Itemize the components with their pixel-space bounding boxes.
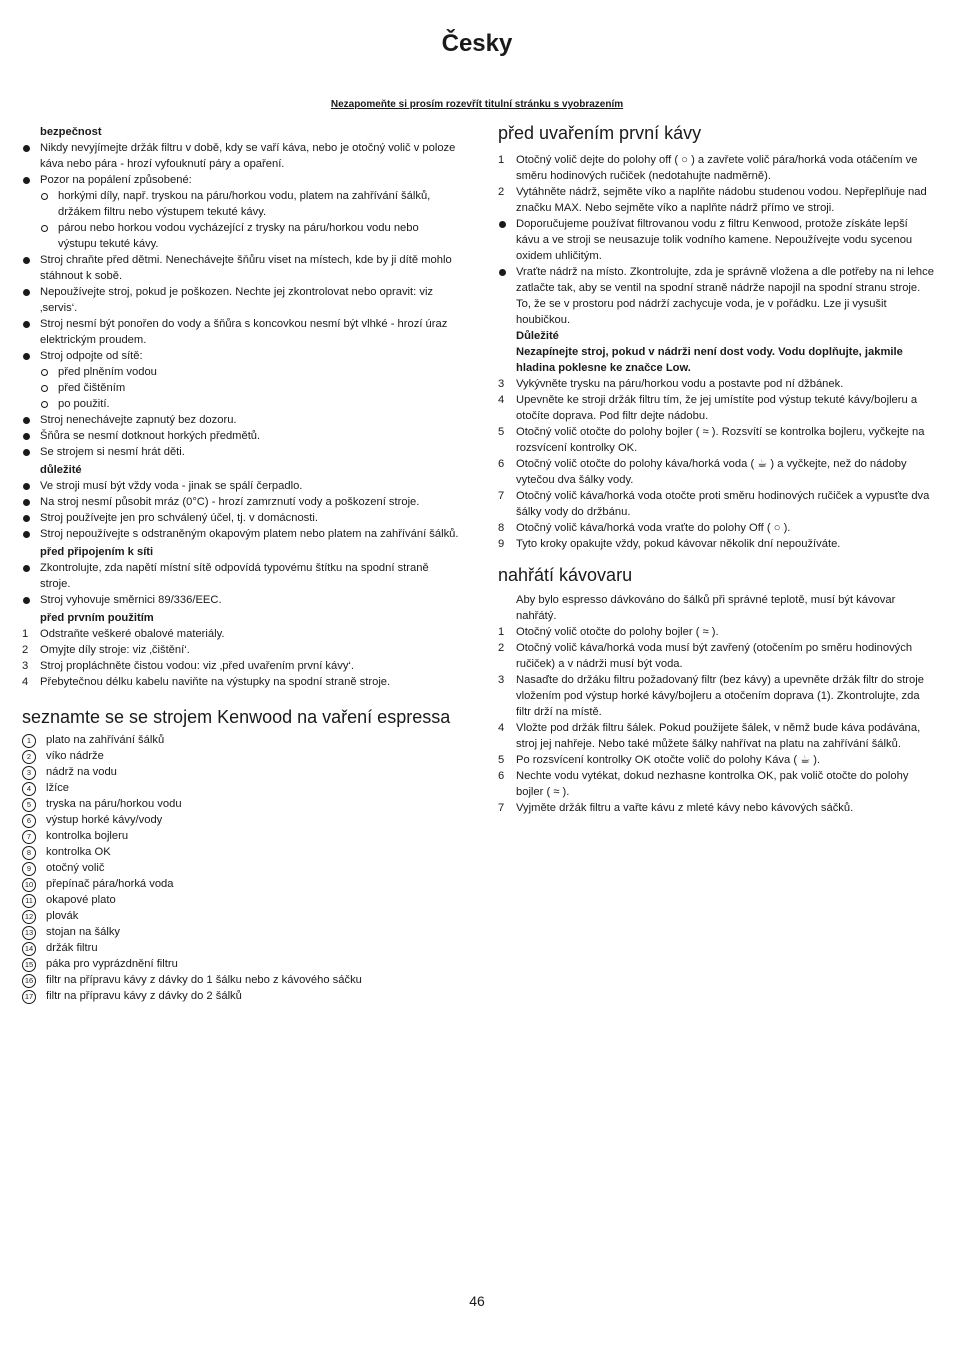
part-number-circle: 10 <box>22 878 36 892</box>
part-number <box>22 924 38 940</box>
list-item <box>22 188 460 220</box>
heating-heading: nahřátí kávovaru <box>498 565 633 585</box>
list-item <box>498 184 934 216</box>
first-coffee-heading: před uvařením první kávy <box>498 123 702 143</box>
list-item <box>498 536 934 552</box>
list-item <box>22 252 460 284</box>
list-item <box>22 380 460 396</box>
safety-heading: bezpečnost <box>40 126 102 138</box>
part-number <box>22 940 38 956</box>
step-number: 1 <box>498 626 505 638</box>
list-item <box>22 220 460 252</box>
step-number: 4 <box>22 676 29 688</box>
list-item-text: Otočný volič káva/horká voda otočte proti směru hodinových ručiček a vypusťte dva šálky vody do držbánu. <box>516 490 930 518</box>
list-item-text: Otočný volič otočte do polohy bojler ( ≈ ). <box>516 626 719 638</box>
part-item <box>22 844 460 860</box>
list-item <box>22 172 460 188</box>
important-label: Důležité <box>516 330 559 342</box>
part-number-circle: 14 <box>22 942 36 956</box>
part-number-circle: 4 <box>22 782 36 796</box>
list-item <box>498 424 934 456</box>
circle-bullet-icon <box>40 364 56 376</box>
right-column <box>498 124 934 816</box>
parts-heading: seznamte se se strojem Kenwood na vaření espressa <box>22 707 451 727</box>
list-item-text: Nasaďte do držáku filtru požadovaný filtr (bez kávy) a upevněte držák filtr do stroje vložením pod výstup horké kávy/bojleru a otočením doprava (1). Zkontrolujte, zda filtr drží na místě. <box>516 674 924 718</box>
list-item <box>22 626 460 642</box>
list-item <box>498 376 934 392</box>
step-number: 5 <box>498 426 505 438</box>
circle-bullet-icon <box>40 380 56 392</box>
important-heading: důležité <box>40 464 82 476</box>
part-item <box>22 956 460 972</box>
list-item-text: Otočný volič otočte do polohy bojler ( ≈ ). Rozsvítí se kontrolka bojleru, vyčkejte na rozsvícení kontrolky OK. <box>516 426 925 454</box>
list-item <box>22 140 460 172</box>
list-item-text: Nikdy nevyjímejte držák filtru v době, kdy se vaří káva, nebo je otočný volič v poloze káva nebo pára - hrozí vyfouknutí páry a opaření. <box>40 142 456 170</box>
step-number: 1 <box>22 628 29 640</box>
list-item-text: Ve stroji musí být vždy voda - jinak se spálí čerpadlo. <box>40 480 303 492</box>
part-label: kontrolka OK <box>46 846 111 858</box>
list-item <box>22 444 460 460</box>
part-label: kontrolka bojleru <box>46 830 129 842</box>
step-number: 7 <box>498 490 505 502</box>
part-number <box>22 796 38 812</box>
bullet-icon <box>22 316 38 328</box>
part-number-circle: 1 <box>22 734 36 748</box>
list-item <box>22 316 460 348</box>
first-use-list <box>22 626 460 690</box>
list-item-text: Vytáhněte nádrž, sejměte víko a naplňte nádobu studenou vodou. Nepřeplňuje nad značku MAX. Nebo sejměte víko a naplňte nádrž přímo ve stroji. <box>516 186 927 214</box>
list-item <box>22 364 460 380</box>
list-item <box>498 264 934 296</box>
important-warning: Nezapínejte stroj, pokud v nádrži není dost vody. Vodu doplňujte, jakmile hladina poklesne ke značce Low. <box>516 346 903 374</box>
list-item <box>22 642 460 658</box>
part-label: víko nádrže <box>46 750 104 762</box>
first-coffee-list-2 <box>498 376 934 552</box>
list-item <box>22 560 460 592</box>
list-item <box>22 674 460 690</box>
list-item-text: Nepoužívejte stroj, pokud je poškozen. Nechte jej zkontrolovat nebo opravit: viz ‚servis‘. <box>40 286 434 314</box>
list-item-text: Stroj odpojte od sítě: <box>40 350 143 362</box>
list-item-text: Na stroj nesmí působit mráz (0°C) - hrozí zamrznutí vody a poškození stroje. <box>40 496 420 508</box>
part-label: otočný volič <box>46 862 105 874</box>
part-item <box>22 764 460 780</box>
part-number-circle: 9 <box>22 862 36 876</box>
list-item-text: Odstraňte veškeré obalové materiály. <box>40 628 225 640</box>
list-item-text: Vraťte nádrž na místo. Zkontrolujte, zda je správně vložena a dle potřeby na ni lehce zatlačte tak, aby se ventil na spodní straně nádrže napojil na spodní stranu stroje. <box>516 266 934 294</box>
part-number-circle: 3 <box>22 766 36 780</box>
before-connect-heading: před připojením k síti <box>40 546 154 558</box>
list-item-text: Tyto kroky opakujte vždy, pokud kávovar několik dní nepoužíváte. <box>516 538 841 550</box>
list-item <box>22 478 460 494</box>
bullet-icon <box>22 252 38 264</box>
list-item-text: horkými díly, např. tryskou na páru/horkou vodu, platem na zahřívání šálků, držákem filtru nebo výstupem tekuté kávy. <box>58 190 431 218</box>
list-item-text: Pozor na popálení způsobené: <box>40 174 192 186</box>
part-number-circle: 2 <box>22 750 36 764</box>
list-item-text: Stroj nenechávejte zapnutý bez dozoru. <box>40 414 237 426</box>
bullet-icon <box>22 348 38 360</box>
part-number <box>22 956 38 972</box>
list-item-text: Omyjte díly stroje: viz ‚čištění‘. <box>40 644 190 656</box>
part-item <box>22 780 460 796</box>
part-item <box>22 796 460 812</box>
part-item <box>22 892 460 908</box>
step-number: 2 <box>498 186 505 198</box>
list-item-text: Vykývněte trysku na páru/horkou vodu a postavte pod ní džbánek. <box>516 378 844 390</box>
bullet-icon <box>22 560 38 572</box>
list-item <box>498 488 934 520</box>
part-number <box>22 988 38 1004</box>
step-number: 6 <box>498 770 505 782</box>
circle-bullet-icon <box>40 188 56 200</box>
list-item <box>22 396 460 412</box>
part-item <box>22 972 460 988</box>
list-item-text: Stroj nepoužívejte s odstraněným okapovým platem nebo platem na zahřívání šálků. <box>40 528 459 540</box>
part-number-circle: 16 <box>22 974 36 988</box>
bullet-icon <box>498 264 514 276</box>
part-number <box>22 764 38 780</box>
list-item <box>498 800 934 816</box>
circle-bullet-icon <box>40 396 56 408</box>
list-item <box>498 152 934 184</box>
list-item-text: po použití. <box>58 398 110 410</box>
list-item <box>498 672 934 720</box>
page-title: Česky <box>441 30 513 57</box>
list-item-text: Stroj vyhovuje směrnici 89/336/EEC. <box>40 594 222 606</box>
bullet-icon <box>22 592 38 604</box>
list-item <box>498 624 934 640</box>
part-number <box>22 732 38 748</box>
part-item <box>22 876 460 892</box>
part-label: okapové plato <box>46 894 116 906</box>
part-item <box>22 940 460 956</box>
part-number <box>22 972 38 988</box>
step-number: 4 <box>498 394 505 406</box>
bullet-icon <box>498 216 514 228</box>
heating-intro: Aby bylo espresso dávkováno do šálků při správné teplotě, musí být kávovar nahřátý. <box>516 594 896 622</box>
part-item <box>22 828 460 844</box>
list-item-text: Vložte pod držák filtru šálek. Pokud použijete šálek, v němž bude káva podávána, stroj jej nahřeje. Nebo také můžete šálky nahřívat na platu na zahřívání šálků. <box>516 722 921 750</box>
part-label: tryska na páru/horkou vodu <box>46 798 182 810</box>
part-item <box>22 812 460 828</box>
tank-note: To, že se v prostoru pod nádrží zachycuje voda, je v pořádku. Lze ji vysušit houbičkou. <box>516 298 887 326</box>
part-number-circle: 13 <box>22 926 36 940</box>
step-number: 9 <box>498 538 505 550</box>
list-item-text: Upevněte ke stroji držák filtru tím, že jej umístíte pod výstup tekuté kávy/bojleru a otočíte doprava. Pod filtr dejte nádobu. <box>516 394 918 422</box>
list-item-text: před čištěním <box>58 382 126 394</box>
list-item-text: Zkontrolujte, zda napětí místní sítě odpovídá typovému štítku na spodní straně stroje. <box>40 562 429 590</box>
part-label: plato na zahřívání šálků <box>46 734 165 746</box>
list-item <box>498 216 934 264</box>
step-number: 5 <box>498 754 505 766</box>
list-item-text: Stroj nesmí být ponořen do vody a šňůra s koncovkou nesmí být vlhké - hrozí úraz elektrickým proudem. <box>40 318 448 346</box>
part-label: filtr na přípravu kávy z dávky do 1 šálku nebo z kávového sáčku <box>46 974 362 986</box>
before-connect-list <box>22 560 460 608</box>
circle-bullet-icon <box>40 220 56 232</box>
bullet-icon <box>22 172 38 184</box>
part-number <box>22 828 38 844</box>
list-item <box>498 456 934 488</box>
part-number <box>22 748 38 764</box>
part-item <box>22 732 460 748</box>
part-label: přepínač pára/horká voda <box>46 878 174 890</box>
part-number <box>22 812 38 828</box>
part-number <box>22 908 38 924</box>
part-number-circle: 6 <box>22 814 36 828</box>
step-number: 4 <box>498 722 505 734</box>
first-use-heading: před prvním použitím <box>40 612 154 624</box>
part-number <box>22 892 38 908</box>
bullet-icon <box>22 412 38 424</box>
list-item <box>498 768 934 800</box>
bullet-icon <box>22 428 38 440</box>
step-number: 7 <box>498 802 505 814</box>
list-item-text: Stroj používejte jen pro schválený účel, tj. v domácnosti. <box>40 512 318 524</box>
list-item <box>22 510 460 526</box>
heating-list <box>498 624 934 816</box>
part-number <box>22 860 38 876</box>
part-item <box>22 988 460 1004</box>
part-label: lžíce <box>46 782 70 794</box>
step-number: 3 <box>498 378 505 390</box>
part-item <box>22 908 460 924</box>
part-number <box>22 780 38 796</box>
list-item-text: Se strojem si nesmí hrát děti. <box>40 446 185 458</box>
page-number: 46 <box>469 1293 485 1309</box>
part-number-circle: 15 <box>22 958 36 972</box>
important-list <box>22 478 460 542</box>
part-label: držák filtru <box>46 942 98 954</box>
list-item-text: Stroj propláchněte čistou vodou: viz ‚před uvařením první kávy‘. <box>40 660 355 672</box>
safety-list <box>22 140 460 460</box>
bullet-icon <box>22 444 38 456</box>
parts-list <box>22 732 460 1004</box>
step-number: 3 <box>498 674 505 686</box>
list-item <box>498 640 934 672</box>
list-item-text: Otočný volič dejte do polohy off ( ○ ) a zavřete volič pára/horká voda otáčením ve směru hodinových ručiček (nedotahujte nadměrně). <box>516 154 918 182</box>
left-column <box>22 124 460 1004</box>
bullet-icon <box>22 526 38 538</box>
list-item <box>498 752 934 768</box>
list-item <box>22 494 460 510</box>
list-item-text: před plněním vodou <box>58 366 157 378</box>
list-item <box>498 720 934 752</box>
step-number: 3 <box>22 660 29 672</box>
list-item <box>22 526 460 542</box>
list-item <box>498 520 934 536</box>
step-number: 8 <box>498 522 505 534</box>
list-item <box>22 284 460 316</box>
list-item <box>22 658 460 674</box>
list-item-text: párou nebo horkou vodou vycházející z trysky na páru/horkou vodu nebo výstupu tekuté kávy. <box>58 222 419 250</box>
list-item-text: Vyjměte držák filtru a vařte kávu z mleté kávy nebo kávových sáčků. <box>516 802 854 814</box>
part-number-circle: 11 <box>22 894 36 908</box>
list-item <box>22 428 460 444</box>
part-label: nádrž na vodu <box>46 766 117 778</box>
part-item <box>22 748 460 764</box>
list-item <box>22 412 460 428</box>
first-coffee-list <box>498 152 934 296</box>
list-item-text: Přebytečnou délku kabelu naviňte na výstupky na spodní straně stroje. <box>40 676 391 688</box>
part-item <box>22 860 460 876</box>
part-number <box>22 844 38 860</box>
part-number <box>22 876 38 892</box>
front-page-notice: Nezapomeňte si prosím rozevřít titulní stránku s vyobrazením <box>330 99 624 110</box>
part-number-circle: 5 <box>22 798 36 812</box>
list-item-text: Otočný volič otočte do polohy káva/horká voda ( ☕ ) a vyčkejte, než do nádoby vytečou dva šálky vody. <box>516 458 907 486</box>
list-item-text: Otočný volič káva/horká voda vraťte do polohy Off ( ○ ). <box>516 522 791 534</box>
step-number: 2 <box>22 644 29 656</box>
part-label: filtr na přípravu kávy z dávky do 2 šálků <box>46 990 242 1002</box>
bullet-icon <box>22 478 38 490</box>
bullet-icon <box>22 510 38 522</box>
list-item <box>22 592 460 608</box>
part-label: výstup horké kávy/vody <box>46 814 163 826</box>
bullet-icon <box>22 284 38 296</box>
list-item-text: Nechte vodu vytékat, dokud nezhasne kontrolka OK, pak volič otočte do polohy bojler ( ≈ ). <box>516 770 909 798</box>
part-number-circle: 7 <box>22 830 36 844</box>
list-item-text: Po rozsvícení kontrolky OK otočte volič do polohy Káva ( ☕ ). <box>516 754 821 766</box>
bullet-icon <box>22 494 38 506</box>
bullet-icon <box>22 140 38 152</box>
part-number-circle: 12 <box>22 910 36 924</box>
step-number: 2 <box>498 642 505 654</box>
list-item-text: Doporučujeme používat filtrovanou vodu z filtru Kenwood, protože získáte lepší kávu a ve stroji se neusazuje tolik vodního kamene. Nepoužívejte vodu sycenou oxidem uhličitým. <box>516 218 913 262</box>
part-label: plovák <box>46 910 79 922</box>
part-number-circle: 8 <box>22 846 36 860</box>
list-item-text: Stroj chraňte před dětmi. Nenechávejte šňůru viset na místech, kde by ji dítě mohlo stáhnout k sobě. <box>40 254 452 282</box>
part-number-circle: 17 <box>22 990 36 1004</box>
list-item <box>22 348 460 364</box>
list-item <box>498 392 934 424</box>
list-item-text: Otočný volič káva/horká voda musí být zavřený (otočením po směru hodinových ručiček) a v nádrži musí být voda. <box>516 642 913 670</box>
step-number: 6 <box>498 458 505 470</box>
part-label: stojan na šálky <box>46 926 121 938</box>
part-label: páka pro vyprázdnění filtru <box>46 958 178 970</box>
list-item-text: Šňůra se nesmí dotknout horkých předmětů. <box>40 430 261 442</box>
part-item <box>22 924 460 940</box>
step-number: 1 <box>498 154 505 166</box>
